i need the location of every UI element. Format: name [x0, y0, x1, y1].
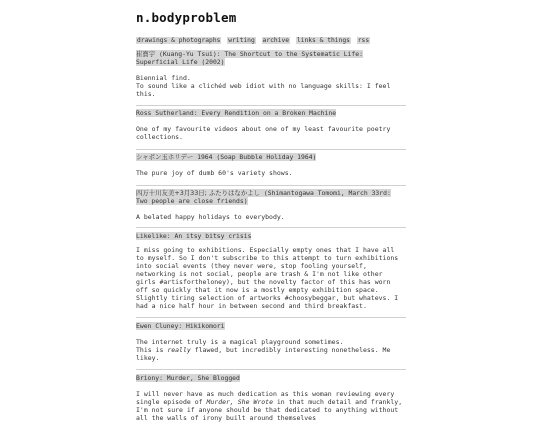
post-title-text[interactable]: 1964 (Soap Bubble Holiday 1964): [193, 153, 317, 161]
post-title-text[interactable]: Ewen Cluney: Hikikomori: [136, 322, 225, 330]
post-title[interactable]: [136, 109, 406, 117]
nav-link-writing[interactable]: writing: [228, 37, 255, 44]
post-title[interactable]: [136, 322, 406, 330]
post-emphasis: really: [167, 346, 191, 354]
post-title-cjk[interactable]: 崔寶宇: [136, 50, 156, 58]
post-body: [136, 213, 406, 221]
post-text: To sound like a clichéd web idiot with no language skills: I feel this.: [136, 82, 391, 98]
post-text: A belated happy holidays to everybody.: [136, 213, 285, 221]
post: [136, 232, 406, 318]
post-text: The pure joy of dumb 60's variety shows.: [136, 169, 293, 177]
post-title-text[interactable]: (Shimantogawa Tomomi, March 33rd: Two people are close friends): [136, 189, 391, 205]
post-body: [136, 125, 406, 141]
post-title-text[interactable]: (Kuang-Yu Tsui): The Shortcut to the Systematic Life: Superficial Life (2002): [136, 50, 363, 66]
post-title-cjk[interactable]: 四万十川友美+3月33日; ふたりはなかよし: [136, 189, 260, 197]
site-title[interactable]: n.bodyproblem: [136, 10, 237, 25]
post: [136, 109, 406, 150]
post-text: This is: [136, 346, 168, 354]
post-text: in that much detail and frankly, I'm not sure if anyone should be that dedicated to anything without all the walls of irony built around themselves: [136, 398, 403, 422]
post-text: I miss going to exhibitions. Especially empty ones that I have all to myself. So I don't subscribe to this attempt to turn exhibitions into social events (they never were, stop fooling yourself, networking is not social, people are trash & I'm not like other girls #artisfortheloney), but the novelty factor of this has worn off so quickly that it now is a mostly empty exhibition space. Slightly tiring selection of artworks #choosybeggar, but whatevs. I had a nice half hour in between second and third breakfast.: [136, 246, 399, 310]
post-body: [136, 390, 406, 422]
post-title[interactable]: [136, 189, 406, 205]
nav-link-rss[interactable]: rss: [357, 37, 370, 44]
post-body: [136, 74, 406, 98]
post-title-text[interactable]: Ross Sutherland: Every Rendition on a Broken Machine: [136, 109, 337, 117]
post-title[interactable]: [136, 50, 406, 66]
page: [136, 0, 406, 422]
post-title-text[interactable]: Briony: Murder, She Blogged: [136, 374, 240, 382]
post-title[interactable]: [136, 232, 406, 240]
nav-link-archive[interactable]: archive: [262, 37, 290, 44]
nav-link-drawings-photographs[interactable]: drawings & photographs: [137, 37, 221, 44]
post-title[interactable]: [136, 153, 406, 161]
nav-bar: [136, 37, 406, 44]
nav-link-links-things[interactable]: links & things: [296, 37, 350, 44]
post-emphasis: Murder, She Wrote: [206, 398, 273, 406]
post-text: flawed, but incredibly interesting nonetheless. Me likey.: [136, 346, 391, 362]
post: [136, 322, 406, 370]
post-body: [136, 169, 406, 177]
post: [136, 189, 406, 228]
post-text: One of my favourite videos about one of my least favourite poetry collections.: [136, 125, 391, 141]
post: [136, 153, 406, 186]
post-text: The internet truly is a magical playground sometimes.: [136, 338, 344, 346]
post-title-text[interactable]: Likelike: An itsy bitsy crisis: [136, 232, 252, 240]
post-title[interactable]: [136, 374, 406, 382]
post-text: I will never have as much dedication as this woman reviewing every single episode of: [136, 390, 395, 406]
post-title-cjk[interactable]: シャボン玉ホリデー: [136, 153, 194, 161]
post: [136, 50, 406, 106]
post-body: [136, 246, 406, 310]
post-text: Biennial find.: [136, 74, 191, 82]
post-body: [136, 338, 406, 362]
post: [136, 374, 406, 422]
